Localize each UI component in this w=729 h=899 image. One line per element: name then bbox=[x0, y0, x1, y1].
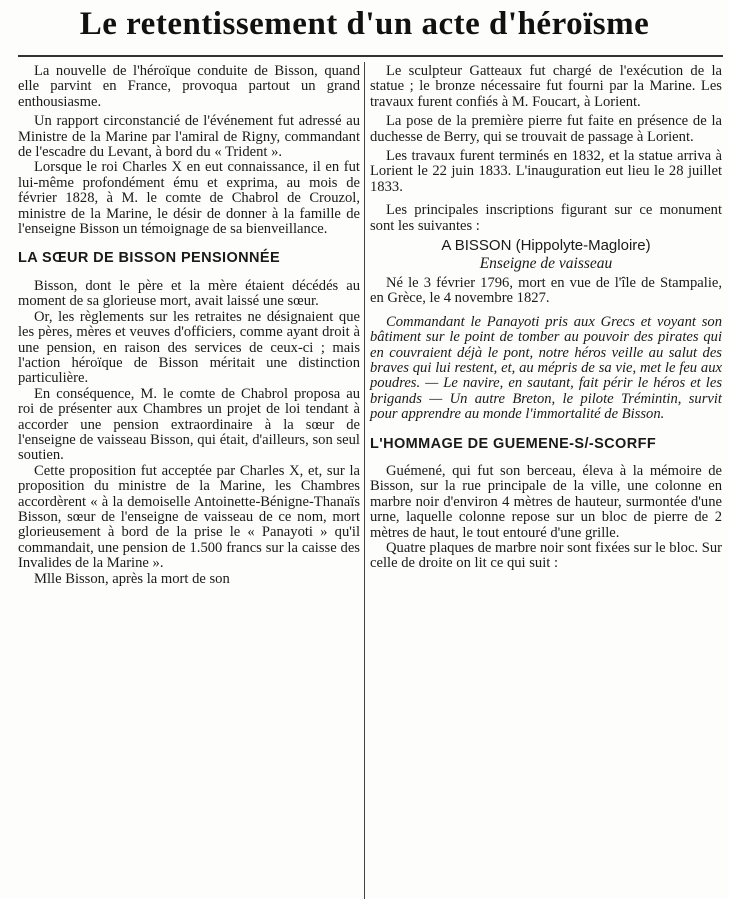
section-heading-guemene: L'HOMMAGE DE GUEMENE-S/-SCORFF bbox=[370, 435, 657, 452]
paragraph: Mlle Bisson, après la mort de son bbox=[34, 570, 230, 587]
paragraph: En conséquence, M. le comte de Chabrol proposa au roi de présenter aux Chambres un projet de loi tendant à accorder une pension extraordinaire à la sœur de l'enseigne de vaisseau Bisson, qui était, d'ailleurs, son seul soutien. bbox=[18, 385, 360, 464]
paragraph: La nouvelle de l'héroïque conduite de Bisson, quand elle parvint en France, provoqua partout un grand enthousiasme. bbox=[18, 63, 360, 110]
paragraph: Les principales inscriptions figurant sur ce monument sont les suivantes : bbox=[370, 202, 722, 234]
column-divider bbox=[364, 62, 365, 899]
paragraph: Guémené, qui fut son berceau, éleva à la mémoire de Bisson, sur la rue principale de la ville, une colonne en marbre noir d'environ 4 mètres de hauteur, surmontée d'une urne, laquelle colonne repose sur un bloc de pierre de 2 mètres de haut, le tout entouré d'une grille. bbox=[370, 462, 722, 541]
paragraph: Lorsque le roi Charles X en eut connaissance, il en fut lui-même profondément ému et exprima, au mois de février 1828, à M. le comte de Chabrol de Crouzol, ministre de la Marine, le désir de donner à la famille de l'enseigne Bisson un témoignage de sa bienveillance. bbox=[18, 159, 360, 238]
left-column bbox=[18, 64, 360, 587]
paragraph: La pose de la première pierre fut faite en présence de la duchesse de Berry, qui se trouvait de passage à Lorient. bbox=[370, 113, 722, 145]
right-column bbox=[370, 64, 722, 572]
inscription-rank: Enseigne de vaisseau bbox=[479, 255, 613, 273]
paragraph: Cette proposition fut acceptée par Charles X, et, sur la proposition du ministre de la Marine, les Chambres accordèrent « à la demoiselle Antoinette-Bénigne-Thanaïs Bisson, sœur de l'enseigne de vaisseau de ce nom, mort glorieusement à bord de la prise le « Panayoti » qu'il commandait, une pension de 1.500 francs sur la caisse des Invalides de la Marine ». bbox=[18, 462, 360, 572]
section-heading-soeur: LA SŒUR DE BISSON PENSIONNÉE bbox=[18, 250, 281, 267]
inscription-text: Commandant le Panayoti pris aux Grecs et voyant son bâtiment sur le point de tomber au pouvoir des pirates qui en couvraient déjà le pont, notre héros veille au salut des braves qui lui restent, et, au mépris de sa vie, met le feu aux poudres. — Le navire, en sautant, fait périr le héros et les brigands — Un autre Breton, le pilote Trémintin, survit pour apprendre au monde l'immortalité de Bisson. bbox=[370, 313, 722, 423]
paragraph: Les travaux furent terminés en 1832, et la statue arriva à Lorient le 22 juin 1833. L'inauguration eut lieu le 28 juillet 1833. bbox=[370, 148, 722, 195]
paragraph: Le sculpteur Gatteaux fut chargé de l'exécution de la statue ; le bronze nécessaire fut fourni par la Marine. Les travaux furent confiés à M. Foucart, à Lorient. bbox=[370, 63, 722, 110]
title-rule bbox=[18, 55, 723, 57]
paragraph: Un rapport circonstancié de l'événement fut adressé au Ministre de la Marine par l'amiral de Rigny, commandant de l'escadre du Levant, à bord du « Trident ». bbox=[18, 113, 360, 161]
inscription-name: A BISSON (Hippolyte-Magloire) bbox=[441, 237, 651, 255]
paragraph: Or, les règlements sur les retraites ne désignaient que les pères, mères et veuves d'officiers, comme ayant droit à une pension, en raison des services de ceux-ci ; mais l'action héroïque de Bisson méritait une distinction particulière. bbox=[18, 308, 360, 387]
paragraph: Quatre plaques de marbre noir sont fixées sur le bloc. Sur celle de droite on lit ce qui suit : bbox=[370, 539, 722, 572]
paragraph: Bisson, dont le père et la mère étaient décédés au moment de sa glorieuse mort, avait laissé une sœur. bbox=[18, 277, 360, 310]
paragraph: Né le 3 février 1796, mort en vue de l'île de Stampalie, en Grèce, le 4 novembre 1827. bbox=[370, 274, 722, 307]
article-title: Le retentissement d'un acte d'héroïsme bbox=[79, 6, 650, 42]
